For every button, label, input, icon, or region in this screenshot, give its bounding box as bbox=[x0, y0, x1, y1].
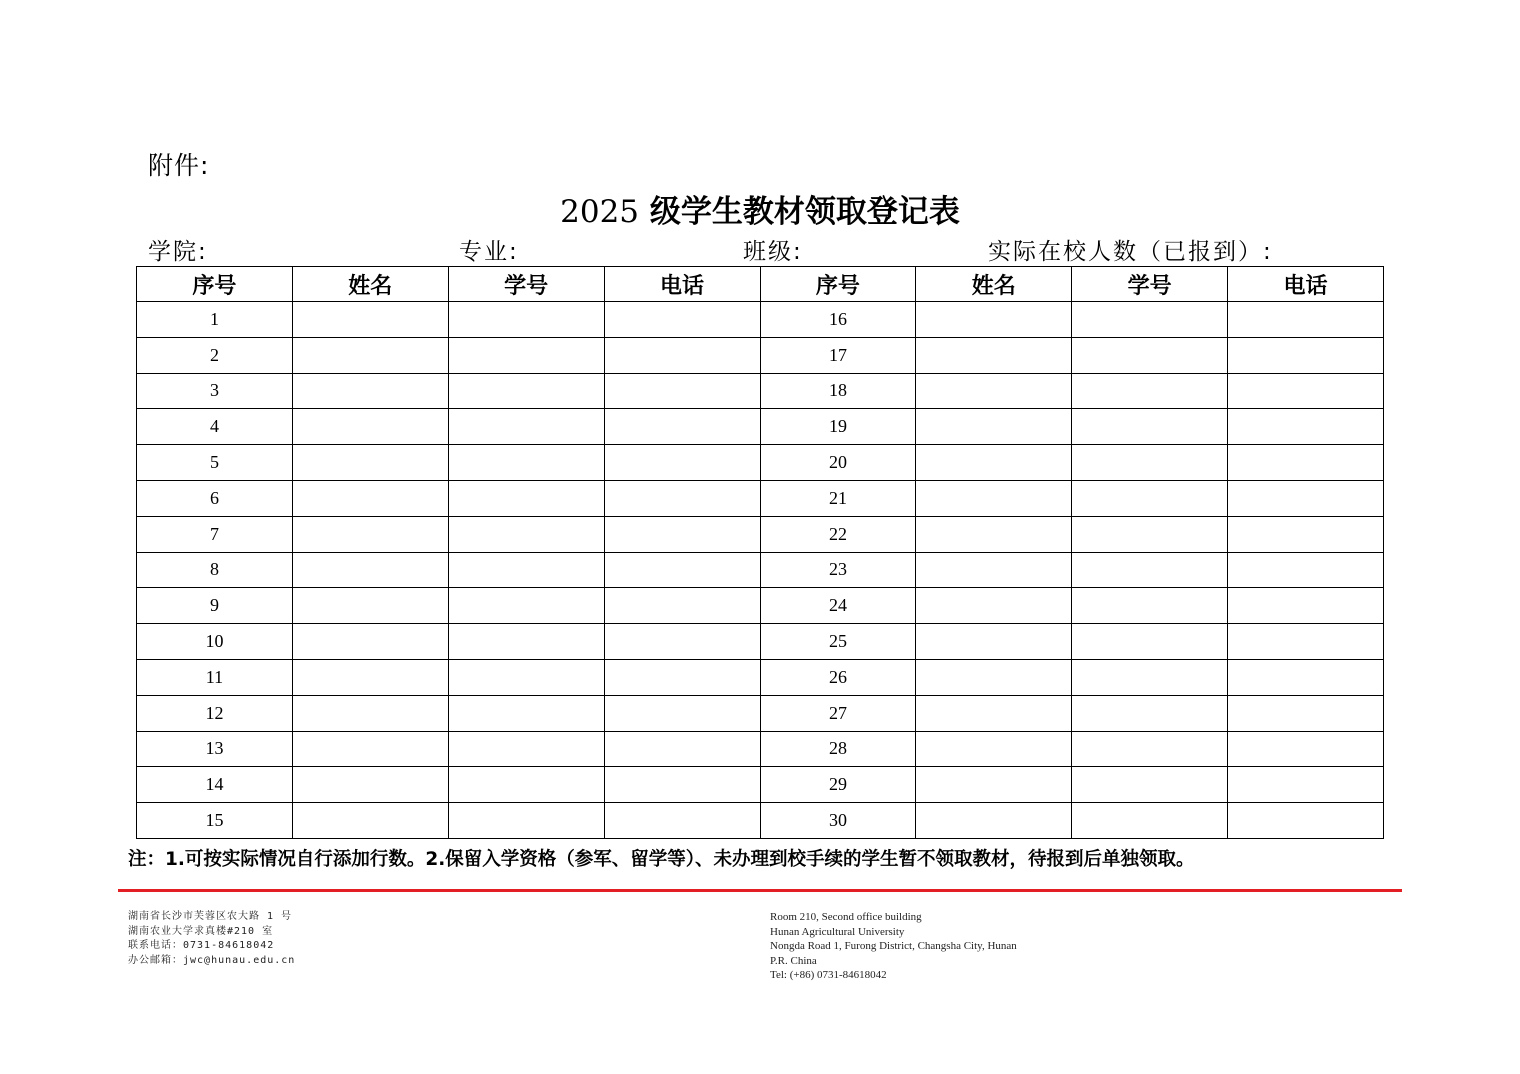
table-header-row bbox=[137, 267, 1384, 302]
table-row bbox=[137, 445, 1384, 481]
name-cell-left[interactable] bbox=[292, 480, 448, 516]
phone-cell-left[interactable] bbox=[604, 624, 760, 660]
page-title bbox=[0, 186, 1520, 231]
class-label: 班级: bbox=[743, 239, 803, 265]
seq-cell-left: 15 bbox=[137, 803, 293, 839]
phone-cell-left[interactable] bbox=[604, 302, 760, 338]
student-id-cell-right[interactable] bbox=[1072, 803, 1228, 839]
phone-cell-right[interactable] bbox=[1228, 409, 1384, 445]
phone-cell-left[interactable] bbox=[604, 695, 760, 731]
phone-cell-left[interactable] bbox=[604, 337, 760, 373]
table-row bbox=[137, 803, 1384, 839]
phone-cell-left[interactable] bbox=[604, 767, 760, 803]
phone-cell-right[interactable] bbox=[1228, 624, 1384, 660]
attachment-label: 附件: bbox=[148, 151, 210, 180]
name-cell-left[interactable] bbox=[292, 695, 448, 731]
student-id-cell-right[interactable] bbox=[1072, 659, 1228, 695]
phone-cell-right[interactable] bbox=[1228, 302, 1384, 338]
student-id-cell-right[interactable] bbox=[1072, 445, 1228, 481]
student-id-cell-left[interactable] bbox=[448, 588, 604, 624]
phone-cell-left[interactable] bbox=[604, 659, 760, 695]
seq-cell-right: 16 bbox=[760, 302, 916, 338]
phone-cell-right[interactable] bbox=[1228, 803, 1384, 839]
seq-cell-right: 26 bbox=[760, 659, 916, 695]
name-cell-right[interactable] bbox=[916, 445, 1072, 481]
phone-cell-left[interactable] bbox=[604, 803, 760, 839]
address-english bbox=[770, 910, 1017, 983]
phone-cell-left[interactable] bbox=[604, 480, 760, 516]
student-id-cell-left[interactable] bbox=[448, 480, 604, 516]
phone-en-line: Tel: (+86) 0731-84618042 bbox=[770, 969, 887, 981]
name-cell-right[interactable] bbox=[916, 731, 1072, 767]
phone-cell-right[interactable] bbox=[1228, 731, 1384, 767]
header-seq-left: 序号 bbox=[137, 267, 293, 302]
table-row bbox=[137, 373, 1384, 409]
header-phone-right: 电话 bbox=[1228, 267, 1384, 302]
student-id-cell-left[interactable] bbox=[448, 767, 604, 803]
name-cell-right[interactable] bbox=[916, 302, 1072, 338]
student-id-cell-left[interactable] bbox=[448, 337, 604, 373]
name-cell-right[interactable] bbox=[916, 695, 1072, 731]
table-row bbox=[137, 588, 1384, 624]
seq-cell-left: 3 bbox=[137, 373, 293, 409]
name-cell-left[interactable] bbox=[292, 588, 448, 624]
footer-divider bbox=[118, 889, 1402, 892]
student-id-cell-left[interactable] bbox=[448, 445, 604, 481]
seq-cell-right: 27 bbox=[760, 695, 916, 731]
phone-cell-right[interactable] bbox=[1228, 480, 1384, 516]
phone-cell-right[interactable] bbox=[1228, 659, 1384, 695]
name-cell-left[interactable] bbox=[292, 767, 448, 803]
table-row bbox=[137, 337, 1384, 373]
student-id-cell-left[interactable] bbox=[448, 552, 604, 588]
address-chinese bbox=[128, 910, 295, 968]
name-cell-right[interactable] bbox=[916, 659, 1072, 695]
phone-cell-left[interactable] bbox=[604, 552, 760, 588]
phone-cell-right[interactable] bbox=[1228, 695, 1384, 731]
phone-cell-right[interactable] bbox=[1228, 588, 1384, 624]
table-row bbox=[137, 480, 1384, 516]
name-cell-left[interactable] bbox=[292, 624, 448, 660]
name-cell-left[interactable] bbox=[292, 302, 448, 338]
student-id-cell-right[interactable] bbox=[1072, 552, 1228, 588]
student-id-cell-right[interactable] bbox=[1072, 373, 1228, 409]
student-id-cell-left[interactable] bbox=[448, 624, 604, 660]
phone-cell-left[interactable] bbox=[604, 516, 760, 552]
header-name-left: 姓名 bbox=[292, 267, 448, 302]
name-cell-right[interactable] bbox=[916, 588, 1072, 624]
seq-cell-left: 9 bbox=[137, 588, 293, 624]
registration-table bbox=[136, 266, 1384, 839]
seq-cell-left: 2 bbox=[137, 337, 293, 373]
header-seq-right: 序号 bbox=[760, 267, 916, 302]
student-id-cell-right[interactable] bbox=[1072, 624, 1228, 660]
table-row bbox=[137, 695, 1384, 731]
name-cell-left[interactable] bbox=[292, 373, 448, 409]
student-id-cell-left[interactable] bbox=[448, 302, 604, 338]
seq-cell-left: 10 bbox=[137, 624, 293, 660]
table-row bbox=[137, 731, 1384, 767]
phone-cell-left[interactable] bbox=[604, 588, 760, 624]
table-row bbox=[137, 409, 1384, 445]
phone-cell-left[interactable] bbox=[604, 445, 760, 481]
name-cell-left[interactable] bbox=[292, 731, 448, 767]
phone-cell-right[interactable] bbox=[1228, 337, 1384, 373]
table-row bbox=[137, 624, 1384, 660]
student-id-cell-left[interactable] bbox=[448, 695, 604, 731]
seq-cell-right: 24 bbox=[760, 588, 916, 624]
seq-cell-left: 13 bbox=[137, 731, 293, 767]
seq-cell-right: 18 bbox=[760, 373, 916, 409]
name-cell-right[interactable] bbox=[916, 624, 1072, 660]
student-id-cell-left[interactable] bbox=[448, 409, 604, 445]
seq-cell-left: 6 bbox=[137, 480, 293, 516]
student-id-cell-right[interactable] bbox=[1072, 409, 1228, 445]
phone-cell-right[interactable] bbox=[1228, 373, 1384, 409]
table-row bbox=[137, 516, 1384, 552]
student-id-cell-right[interactable] bbox=[1072, 731, 1228, 767]
name-cell-left[interactable] bbox=[292, 337, 448, 373]
seq-cell-right: 17 bbox=[760, 337, 916, 373]
title-text: 级学生教材领取登记表 bbox=[639, 194, 960, 230]
seq-cell-left: 5 bbox=[137, 445, 293, 481]
header-name-right: 姓名 bbox=[916, 267, 1072, 302]
seq-cell-right: 21 bbox=[760, 480, 916, 516]
seq-cell-left: 14 bbox=[137, 767, 293, 803]
name-cell-right[interactable] bbox=[916, 337, 1072, 373]
address-cn-line: 湖南省长沙市芙蓉区农大路 1 号 bbox=[128, 911, 293, 922]
student-id-cell-left[interactable] bbox=[448, 516, 604, 552]
student-id-cell-left[interactable] bbox=[448, 659, 604, 695]
phone-cell-right[interactable] bbox=[1228, 445, 1384, 481]
header-id-right: 学号 bbox=[1072, 267, 1228, 302]
seq-cell-left: 7 bbox=[137, 516, 293, 552]
address-en-line: Nongda Road 1, Furong District, Changsha City, Hunan bbox=[770, 940, 1017, 952]
phone-cell-left[interactable] bbox=[604, 409, 760, 445]
address-en-line: Room 210, Second office building bbox=[770, 911, 922, 923]
seq-cell-right: 23 bbox=[760, 552, 916, 588]
seq-cell-left: 11 bbox=[137, 659, 293, 695]
name-cell-right[interactable] bbox=[916, 373, 1072, 409]
email-cn-line: 办公邮箱：jwc@hunau.edu.cn bbox=[128, 954, 296, 966]
header-phone-left: 电话 bbox=[604, 267, 760, 302]
seq-cell-right: 20 bbox=[760, 445, 916, 481]
name-cell-right[interactable] bbox=[916, 409, 1072, 445]
footnote: 注：1.可按实际情况自行添加行数。2.保留入学资格（参军、留学等）、未办理到校手续的学生暂不领取教材，待报到后单独领取。 bbox=[128, 849, 1195, 870]
name-cell-left[interactable] bbox=[292, 445, 448, 481]
phone-cn-line: 联系电话：0731-84618042 bbox=[128, 940, 275, 951]
name-cell-left[interactable] bbox=[292, 409, 448, 445]
phone-cell-right[interactable] bbox=[1228, 552, 1384, 588]
header-id-left: 学号 bbox=[448, 267, 604, 302]
phone-cell-right[interactable] bbox=[1228, 516, 1384, 552]
table-row bbox=[137, 302, 1384, 338]
student-id-cell-right[interactable] bbox=[1072, 337, 1228, 373]
student-id-cell-left[interactable] bbox=[448, 731, 604, 767]
student-id-cell-right[interactable] bbox=[1072, 767, 1228, 803]
student-id-cell-left[interactable] bbox=[448, 373, 604, 409]
address-en-line: P.R. China bbox=[770, 954, 817, 967]
name-cell-right[interactable] bbox=[916, 552, 1072, 588]
seq-cell-left: 1 bbox=[137, 302, 293, 338]
address-cn-line: 湖南农业大学求真楼#210 室 bbox=[128, 925, 274, 937]
seq-cell-right: 19 bbox=[760, 409, 916, 445]
name-cell-left[interactable] bbox=[292, 659, 448, 695]
seq-cell-left: 12 bbox=[137, 695, 293, 731]
phone-cell-left[interactable] bbox=[604, 731, 760, 767]
student-id-cell-right[interactable] bbox=[1072, 516, 1228, 552]
seq-cell-right: 22 bbox=[760, 516, 916, 552]
major-label: 专业: bbox=[459, 239, 519, 265]
enrolled-count-label: 实际在校人数（已报到）: bbox=[988, 239, 1273, 265]
name-cell-right[interactable] bbox=[916, 480, 1072, 516]
phone-cell-right[interactable] bbox=[1228, 767, 1384, 803]
name-cell-left[interactable] bbox=[292, 516, 448, 552]
table-row bbox=[137, 552, 1384, 588]
student-id-cell-right[interactable] bbox=[1072, 480, 1228, 516]
college-label: 学院: bbox=[148, 239, 208, 265]
seq-cell-right: 30 bbox=[760, 803, 916, 839]
name-cell-right[interactable] bbox=[916, 516, 1072, 552]
name-cell-right[interactable] bbox=[916, 767, 1072, 803]
title-year: 2025 bbox=[560, 194, 640, 230]
seq-cell-right: 28 bbox=[760, 731, 916, 767]
seq-cell-left: 8 bbox=[137, 552, 293, 588]
student-id-cell-right[interactable] bbox=[1072, 588, 1228, 624]
student-id-cell-right[interactable] bbox=[1072, 302, 1228, 338]
student-id-cell-left[interactable] bbox=[448, 803, 604, 839]
seq-cell-left: 4 bbox=[137, 409, 293, 445]
seq-cell-right: 25 bbox=[760, 624, 916, 660]
name-cell-left[interactable] bbox=[292, 552, 448, 588]
address-en-line: Hunan Agricultural University bbox=[770, 925, 905, 938]
student-id-cell-right[interactable] bbox=[1072, 695, 1228, 731]
name-cell-right[interactable] bbox=[916, 803, 1072, 839]
phone-cell-left[interactable] bbox=[604, 373, 760, 409]
seq-cell-right: 29 bbox=[760, 767, 916, 803]
table-row bbox=[137, 659, 1384, 695]
name-cell-left[interactable] bbox=[292, 803, 448, 839]
table-row bbox=[137, 767, 1384, 803]
